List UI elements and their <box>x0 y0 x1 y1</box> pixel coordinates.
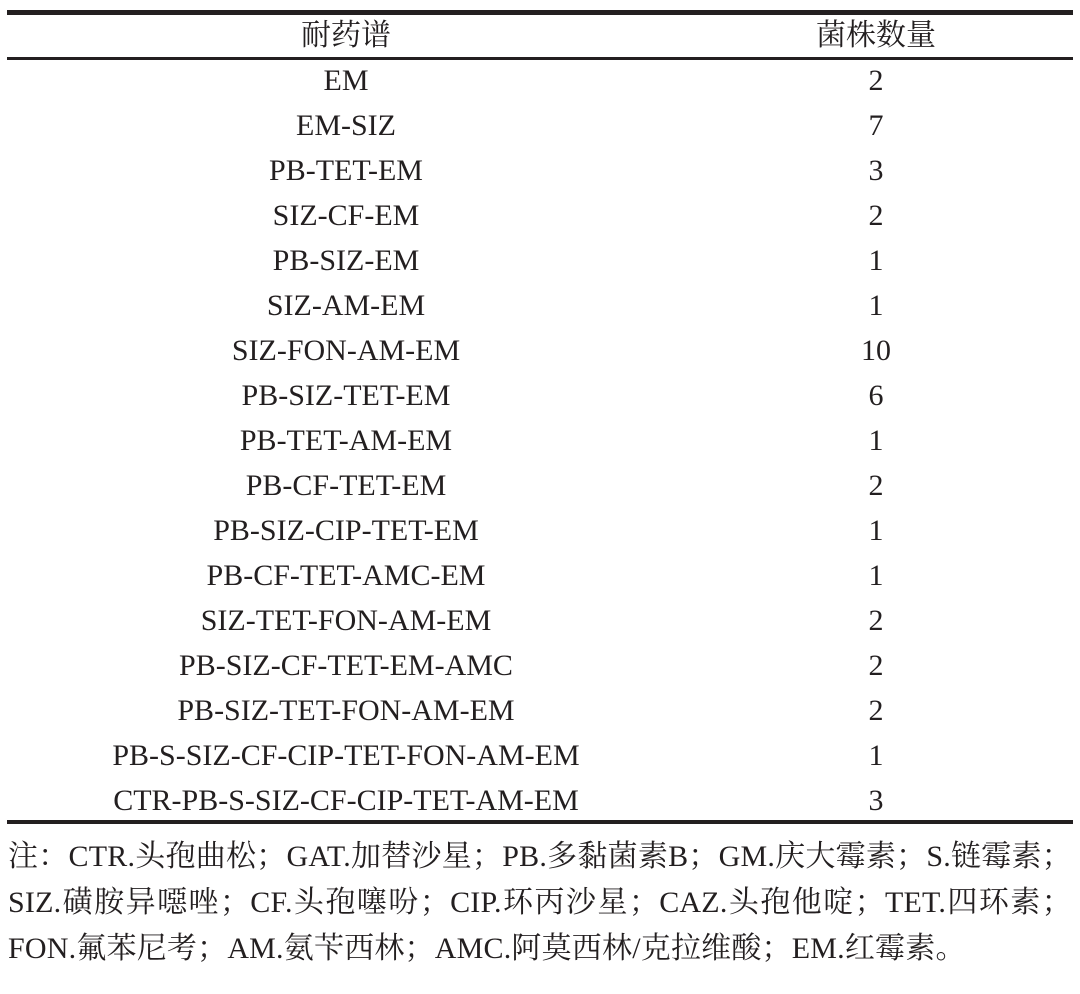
strain-count-cell: 3 <box>868 154 884 187</box>
resistance-profile-cell: PB-SIZ-CF-TET-EM-AMC <box>179 649 513 682</box>
resistance-profile-cell: PB-SIZ-EM <box>272 244 420 277</box>
table-body <box>7 58 1073 823</box>
table-bottom-rule <box>7 820 1073 824</box>
table-row <box>7 598 1073 643</box>
table-row <box>7 733 1073 778</box>
table-note: 注：CTR.头孢曲松；GAT.加替沙星；PB.多黏菌素B；GM.庆大霉素；S.链霉素；SIZ.磺胺异噁唑；CF.头孢噻吩；CIP.环丙沙星；CAZ.头孢他啶；TET.四环素；FON.氟苯尼考；AM.氨苄西林；AMC.阿莫西林/克拉维酸；EM.红霉素。 <box>8 840 1072 965</box>
table-row <box>7 418 1073 463</box>
resistance-profile-cell: SIZ-AM-EM <box>266 289 426 322</box>
resistance-profile-cell: SIZ-TET-FON-AM-EM <box>200 604 492 637</box>
strain-count-cell: 1 <box>868 559 884 592</box>
strain-count-cell: 1 <box>868 739 884 772</box>
table-row <box>7 688 1073 733</box>
resistance-profile-cell: PB-SIZ-CIP-TET-EM <box>213 514 479 547</box>
strain-count-cell: 2 <box>868 604 884 637</box>
table-row <box>7 643 1073 688</box>
table-row <box>7 283 1073 328</box>
resistance-profile-cell: SIZ-CF-EM <box>272 199 420 232</box>
table-row <box>7 58 1073 103</box>
strain-count-cell: 2 <box>868 199 884 232</box>
resistance-profile-cell: PB-SIZ-TET-EM <box>241 379 451 412</box>
table-row <box>7 193 1073 238</box>
strain-count-cell: 1 <box>868 514 884 547</box>
resistance-profile-cell: SIZ-FON-AM-EM <box>231 334 461 367</box>
strain-count-cell: 1 <box>868 289 884 322</box>
table-row <box>7 778 1073 823</box>
strain-count-cell: 2 <box>868 64 884 97</box>
table-row <box>7 328 1073 373</box>
strain-count-cell: 10 <box>861 334 891 367</box>
table-row <box>7 373 1073 418</box>
table-header-rule <box>7 57 1073 60</box>
resistance-profile-cell: PB-CF-TET-AMC-EM <box>206 559 486 592</box>
resistance-profile-cell: EM <box>323 64 369 97</box>
resistance-profile-cell: PB-CF-TET-EM <box>245 469 447 502</box>
resistance-profile-cell: PB-TET-AM-EM <box>239 424 453 457</box>
table-row <box>7 148 1073 193</box>
strain-count-cell: 6 <box>868 379 884 412</box>
resistance-profile-cell: EM-SIZ <box>296 109 396 142</box>
table-header <box>7 15 1073 57</box>
header-strain-count: 菌株数量 <box>816 19 936 52</box>
resistance-profile-cell: PB-TET-EM <box>269 154 423 187</box>
resistance-profile-cell: CTR-PB-S-SIZ-CF-CIP-TET-AM-EM <box>113 784 579 817</box>
strain-count-cell: 2 <box>868 649 884 682</box>
strain-count-cell: 1 <box>868 424 884 457</box>
table-row <box>7 103 1073 148</box>
table-row <box>7 238 1073 283</box>
strain-count-cell: 2 <box>868 694 884 727</box>
table-row <box>7 463 1073 508</box>
strain-count-cell: 1 <box>868 244 884 277</box>
table-row <box>7 553 1073 598</box>
strain-count-cell: 2 <box>868 469 884 502</box>
table-row <box>7 508 1073 553</box>
resistance-profile-cell: PB-SIZ-TET-FON-AM-EM <box>177 694 515 727</box>
resistance-profile-cell: PB-S-SIZ-CF-CIP-TET-FON-AM-EM <box>112 739 580 772</box>
header-resistance-profile: 耐药谱 <box>301 19 391 52</box>
strain-count-cell: 7 <box>868 109 884 142</box>
strain-count-cell: 3 <box>868 784 884 817</box>
